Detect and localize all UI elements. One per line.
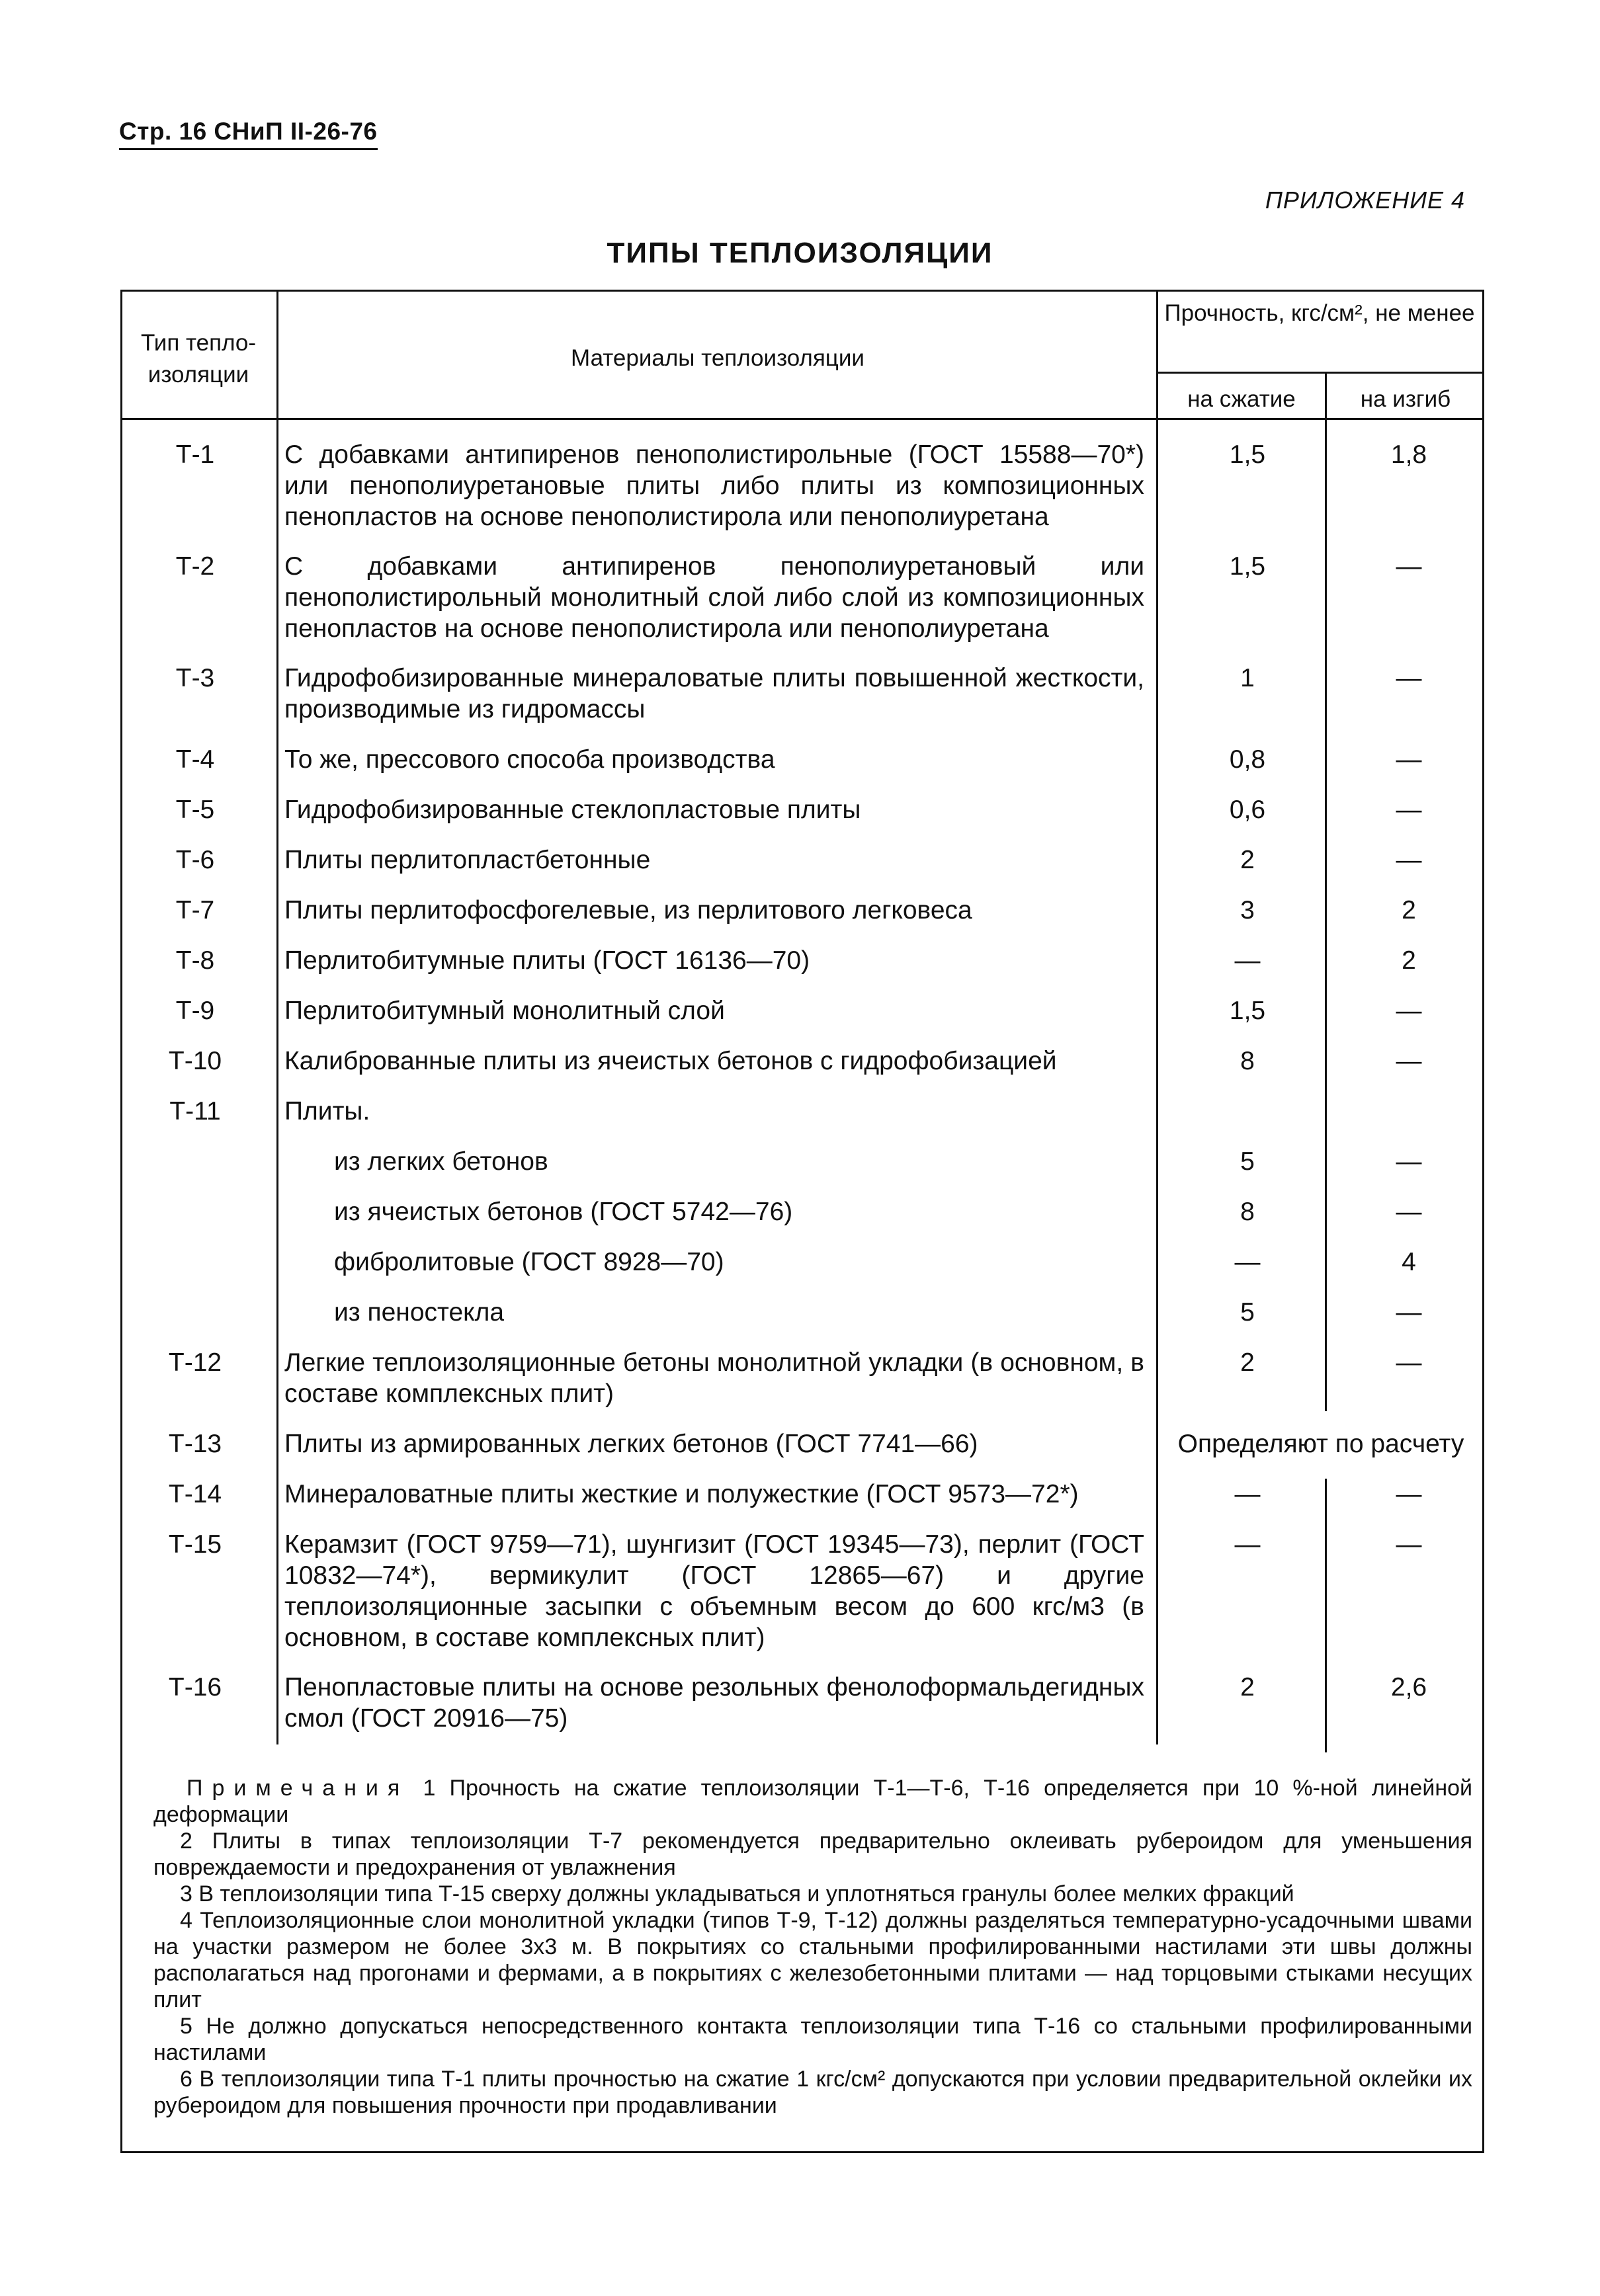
row-material: Перлитобитумные плиты (ГОСТ 16136—70): [284, 946, 810, 975]
note-item: [153, 1775, 1472, 1828]
row-type: Т-3: [175, 664, 215, 692]
row-bending: —: [1396, 846, 1422, 874]
row-bending: —: [1396, 796, 1422, 824]
row-material: С добавками антипиренов пенополиуретановый или пенополистирольный монолитный слой либо слой из композиционных пенопластов на основе пенополистирола или пенополиуретана: [284, 552, 1144, 643]
row-bending: —: [1396, 1047, 1422, 1075]
row-compression: 1,5: [1229, 997, 1266, 1025]
row-compression: 5: [1240, 1298, 1255, 1327]
row-material: Плиты перлитопластбетонные: [284, 846, 651, 874]
row-bending: —: [1396, 1298, 1422, 1327]
row-line-header-sub: [1156, 372, 1484, 374]
row-compression: 8: [1240, 1198, 1255, 1226]
row-type: Т-15: [168, 1530, 222, 1559]
running-head: Стр. 16 СНиП II-26-76: [119, 118, 378, 150]
notes-block: [153, 1775, 1472, 2119]
row-material: Легкие теплоизоляционные бетоны монолитной укладки (в основном, в составе комплексных плит): [284, 1348, 1144, 1408]
row-type: Т-16: [168, 1673, 222, 1702]
row-bending: 4: [1402, 1248, 1416, 1276]
row-type: Т-6: [175, 846, 215, 874]
row-type: Т-14: [168, 1480, 222, 1508]
row-compression: 2: [1240, 846, 1255, 874]
row-bending: 2,6: [1390, 1673, 1427, 1702]
row-compression: —: [1234, 1530, 1261, 1559]
row-type: Т-7: [175, 896, 215, 924]
row-bending: —: [1396, 997, 1422, 1025]
row-bending: —: [1396, 745, 1422, 774]
note-item: 2 Плиты в типах теплоизоляции Т-7 рекомендуется предварительно оклеивать рубероидом для уменьшения повреждаемости и предохранения от увлажнения: [153, 1828, 1472, 1880]
row-compression: —: [1234, 946, 1261, 975]
notes-label: Примечания: [187, 1776, 409, 1801]
note-text: 1 Прочность на сжатие теплоизоляции Т-1—Т-6, Т-16 определяется при 10 %-ной линейной деформации: [153, 1776, 1473, 1827]
appendix-label: ПРИЛОЖЕНИЕ 4: [1265, 186, 1465, 214]
row-material: То же, прессового способа производства: [284, 745, 775, 774]
row-bending: —: [1396, 1198, 1422, 1226]
row-bending: 2: [1402, 896, 1416, 924]
row-compression: 0,6: [1229, 796, 1266, 824]
row-bending: 1,8: [1390, 440, 1427, 469]
header-materials: Материалы теплоизоляции: [571, 345, 864, 371]
row-material: Минераловатные плиты жесткие и полужесткие (ГОСТ 9573—72*): [284, 1480, 1079, 1508]
col-line-materials: [1156, 290, 1158, 1744]
row-type: Т-9: [175, 997, 215, 1025]
header-compression: на сжатие: [1187, 386, 1296, 412]
row-type: Т-8: [175, 946, 215, 975]
row-compression: 1,5: [1229, 552, 1266, 581]
row-material: Плиты из армированных легких бетонов (ГОСТ 7741—66): [284, 1430, 978, 1458]
row-material: Плиты.: [284, 1097, 370, 1126]
row-bending: —: [1396, 1348, 1422, 1377]
row-type: Т-1: [175, 440, 215, 469]
header-type: Тип тепло-изоляции: [140, 330, 257, 388]
row-material: из ячеистых бетонов (ГОСТ 5742—76): [334, 1198, 793, 1226]
note-item: 4 Теплоизоляционные слои монолитной укладки (типов Т-9, Т-12) должны разделяться температурно-усадочными швами на участки размером не более 3х3 м. В покрытиях со стальными профилированными настилами эти швы должны располагаться над прогонами и фермами, а в покрытиях с железобетонными плитами — над торцовыми стыками несущих плит: [153, 1908, 1472, 2012]
row-type: Т-13: [168, 1430, 222, 1458]
row-material: Керамзит (ГОСТ 9759—71), шунгизит (ГОСТ 19345—73), перлит (ГОСТ 10832—74*), вермикулит (ГОСТ 12865—67) и другие теплоизоляционные засыпки с объемным весом до 600 кгс/м3 (в основном, в составе комплексных плит): [284, 1530, 1144, 1652]
row-compression: 3: [1240, 896, 1255, 924]
row-span: Определяют по расчету: [1177, 1430, 1464, 1458]
row-compression: 2: [1240, 1348, 1255, 1377]
header-strength: Прочность, кгс/см², не менее: [1164, 300, 1475, 326]
row-material: Гидрофобизированные минераловатые плиты повышенной жесткости, производимые из гидромассы: [284, 664, 1144, 723]
row-material: Гидрофобизированные стеклопластовые плиты: [284, 796, 861, 824]
row-compression: —: [1234, 1248, 1261, 1276]
row-material: С добавками антипиренов пенополистирольные (ГОСТ 15588—70*) или пенополиуретановые плиты либо плиты из композиционных пенопластов на основе пенополистирола или пенополиуретана: [284, 440, 1144, 531]
row-bending: —: [1396, 664, 1422, 692]
note-item: 3 В теплоизоляции типа Т-15 сверху должны укладываться и уплотняться гранулы более мелких фракций: [180, 1881, 1294, 1906]
row-compression: 0,8: [1229, 745, 1266, 774]
row-type: Т-4: [175, 745, 215, 774]
row-compression: 1,5: [1229, 440, 1266, 469]
row-type: Т-11: [169, 1097, 221, 1126]
row-type: Т-10: [168, 1047, 222, 1075]
note-item: 6 В теплоизоляции типа Т-1 плиты прочностью на сжатие 1 кгс/см² допускаются при условии предварительной оклейки их рубероидом для повышения прочности при продавливании: [153, 2067, 1472, 2118]
row-compression: 2: [1240, 1673, 1255, 1702]
row-material: Плиты перлитофосфогелевые, из перлитового легковеса: [284, 896, 972, 924]
header-bending: на изгиб: [1360, 386, 1451, 412]
row-type: Т-5: [175, 796, 215, 824]
row-bending: —: [1396, 1530, 1422, 1559]
row-compression: 5: [1240, 1147, 1255, 1176]
row-bending: —: [1396, 1147, 1422, 1176]
document-title: ТИПЫ ТЕПЛОИЗОЛЯЦИИ: [607, 237, 993, 269]
row-compression: 8: [1240, 1047, 1255, 1075]
row-bending: —: [1396, 1480, 1422, 1508]
note-item: 5 Не должно допускаться непосредственного контакта теплоизоляции типа Т-16 со стальными профилированными настилами: [153, 2014, 1472, 2065]
col-line-type: [276, 290, 278, 1744]
row-line-header-bottom: [120, 418, 1484, 420]
row-type: Т-2: [175, 552, 215, 581]
row-material: из легких бетонов: [334, 1147, 548, 1176]
row-material: Пенопластовые плиты на основе резольных фенолоформальдегидных смол (ГОСТ 20916—75): [284, 1673, 1144, 1733]
row-compression: —: [1234, 1480, 1261, 1508]
col-line-strength-split-lower: [1325, 1479, 1327, 1752]
row-type: Т-12: [168, 1348, 222, 1377]
row-bending: —: [1396, 552, 1422, 581]
row-material: из пеностекла: [334, 1298, 505, 1327]
row-compression: 1: [1240, 664, 1255, 692]
row-bending: 2: [1402, 946, 1416, 975]
row-material: фибролитовые (ГОСТ 8928—70): [334, 1248, 724, 1276]
row-material: Перлитобитумный монолитный слой: [284, 997, 725, 1025]
row-material: Калиброванные плиты из ячеистых бетонов с гидрофобизацией: [284, 1047, 1057, 1075]
